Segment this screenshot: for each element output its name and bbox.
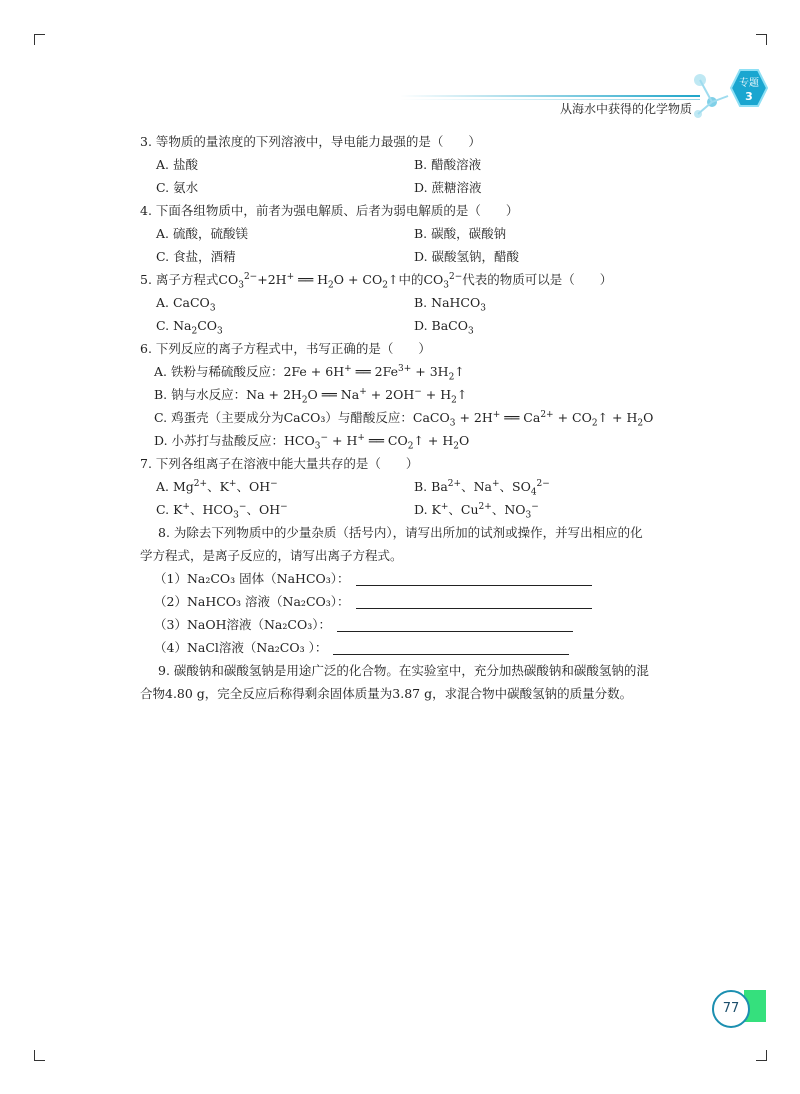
header-rule [400, 95, 700, 97]
crop-mark-top-right [756, 34, 767, 45]
q6-option-d: D. 小苏打与盐酸反应：$HCO_3^- + H^+$ ══ $CO_2↑ + H_2O$ [154, 432, 470, 452]
answer-blank-2[interactable] [356, 594, 592, 609]
q8-stem-line2: 学方程式，是离子反应的，请写出离子方程式。 [140, 548, 403, 563]
q8-item-4: （4）NaCl溶液（Na₂CO₃ ）： [154, 636, 700, 659]
q7-option-d: D. K+、$Cu^{2+}$、$NO_3^-$ [414, 501, 539, 521]
q9-line1: 9. 碳酸钠和碳酸氢钠是用途广泛的化合物。在实验室中，充分加热碳酸钠和碳酸氢钠的混 [158, 663, 649, 678]
q5-options [156, 291, 700, 337]
q7-option-c: C. K+、$HCO_3^-$、OH− [156, 501, 288, 521]
q8-stem-line1: 8. 为除去下列物质中的少量杂质（括号内），请写出所加的试剂或操作，并写出相应的化 [158, 525, 643, 540]
q3-option-d: D. 蔗糖溶液 [414, 180, 482, 195]
q7-option-b: B. $Ba^{2+}$、Na+、$SO_4^{2-}$ [414, 478, 550, 498]
q8-item-1: （1）Na₂CO₃ 固体（NaHCO₃）： [154, 567, 700, 590]
q6-stem: 6. 下列反应的离子方程式中，书写正确的是（ ） [140, 341, 431, 356]
q5-stem: 5. 离子方程式$CO_3^{2-}+2H^+$ ══ $H_2O$ + $CO_2↑$中的$CO_3^{2-}$代表的物质可以是（ ） [140, 271, 613, 291]
answer-blank-4[interactable] [333, 640, 569, 655]
q4-option-b: B. 碳酸，碳酸钠 [414, 226, 507, 241]
q6-option-b: B. 钠与水反应：$Na + 2H_2O$ ══ $Na^+ + 2OH^- + H_2↑$ [154, 386, 468, 406]
q3-option-c: C. 氨水 [156, 180, 199, 195]
q5-option-c: C. $Na_2CO_3$ [156, 318, 223, 337]
q7-stem: 7. 下列各组离子在溶液中能大量共存的是（ ） [140, 456, 419, 471]
q4-stem: 4. 下面各组物质中，前者为强电解质、后者为弱电解质的是（ ） [140, 203, 519, 218]
q3-options [156, 153, 700, 199]
q7-option-a: A. $Mg^{2+}$、K+、OH− [156, 478, 278, 494]
q6-option-c: C. 鸡蛋壳（主要成分为CaCO₃）与醋酸反应：CaCO$_3$ + 2H+ ══ $Ca^{2+}$ + $CO_2↑ + H_2O$ [154, 409, 654, 429]
q6-option-a: A. 铁粉与稀硫酸反应：2Fe + 6H+ ══ $2Fe^{3+}$ + $3H_2↑$ [154, 363, 465, 383]
q5-option-d: D. BaCO$_3$ [414, 318, 474, 337]
badge-label: 专题 [739, 78, 759, 89]
q3-option-b: B. 醋酸溶液 [414, 157, 482, 172]
q9-line2: 合物4.80 g，完全反应后称得剩余固体质量为3.87 g，求混合物中碳酸氢钠的质量分数。 [140, 686, 633, 701]
q8-item-2: （2）NaHCO₃ 溶液（Na₂CO₃）： [154, 590, 700, 613]
crop-mark-bottom-left [34, 1050, 45, 1061]
q8-item-3: （3）NaOH溶液（Na₂CO₃）： [154, 613, 700, 636]
q7-options [156, 475, 700, 521]
answer-blank-3[interactable] [337, 617, 573, 632]
chapter-badge-icon [688, 66, 768, 126]
crop-mark-top-left [34, 34, 45, 45]
q3-stem: 3. 等物质的量浓度的下列溶液中，导电能力最强的是（ ） [140, 134, 481, 149]
q5-option-a: A. CaCO$_3$ [156, 295, 216, 314]
answer-blank-1[interactable] [356, 571, 592, 586]
q4-option-d: D. 碳酸氢钠，醋酸 [414, 249, 520, 264]
q5-option-b: B. NaHCO$_3$ [414, 295, 486, 314]
section-title: 从海水中获得的化学物质 [560, 102, 693, 116]
q4-options [156, 222, 700, 268]
q3-option-a: A. 盐酸 [156, 157, 198, 172]
badge-number: 3 [745, 90, 753, 103]
exercise-content [140, 130, 700, 705]
page-number: 77 [712, 990, 750, 1028]
q4-option-a: A. 硫酸，硫酸镁 [156, 226, 248, 241]
q4-option-c: C. 食盐，酒精 [156, 249, 236, 264]
crop-mark-bottom-right [756, 1050, 767, 1061]
